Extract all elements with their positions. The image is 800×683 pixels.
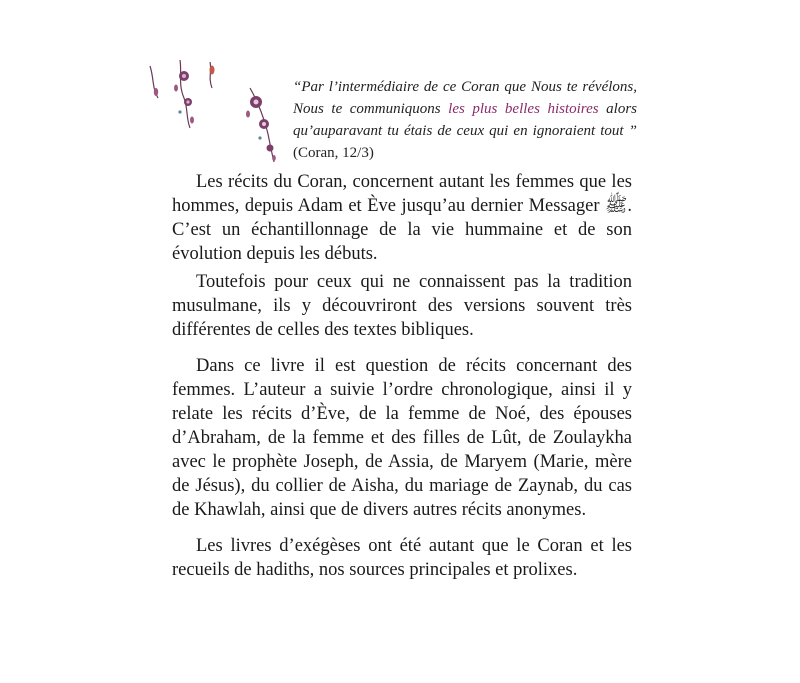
- body-text: [172, 170, 632, 582]
- epigraph-reference: (Coran, 12/3): [293, 145, 374, 161]
- epigraph-text-end: alors qu’auparavant tu étais de ceux qui en ignoraient tout ”: [293, 101, 637, 139]
- epigraph-quote: [293, 76, 637, 164]
- paragraph-4: Les livres d’exégèses ont été autant que le Coran et les recueils de hadiths, nos sources principales et prolixes.: [172, 536, 632, 580]
- epigraph-text: “Par l’intermédiaire de ce Coran que Nous te révélons, Nous te communiquons: [293, 79, 637, 117]
- floral-ornament-icon: [140, 58, 290, 168]
- paragraph-3: Dans ce livre il est question de récits concernant des femmes. L’auteur a suivie l’ordre chronologique, ainsi il y relate les récits d’Ève, de la femme de Noé, des épouses d’Abraham, de la femme et des filles de Lût, de Zoulaykha avec le prophète Joseph, de Assia, de Maryem (Marie, mère de Jésus), du collier de Aisha, du mariage de Zaynab, du cas de Khawlah, ainsi que de divers autres récits anonymes.: [172, 356, 632, 520]
- paragraph-1: Les récits du Coran, concernent autant les femmes que les hommes, depuis Adam et Ève jusqu’au dernier Messager ﷺ. C’est un échantillonnage de la vie hummaine et de son évolution depuis les débuts.: [172, 172, 632, 264]
- epigraph-highlight: les plus belles histoires: [448, 101, 599, 117]
- paragraph-2: Toutefois pour ceux qui ne connaissent pas la tradition musulmane, ils y découvriront des versions souvent très différentes de celles des textes bibliques.: [172, 272, 632, 340]
